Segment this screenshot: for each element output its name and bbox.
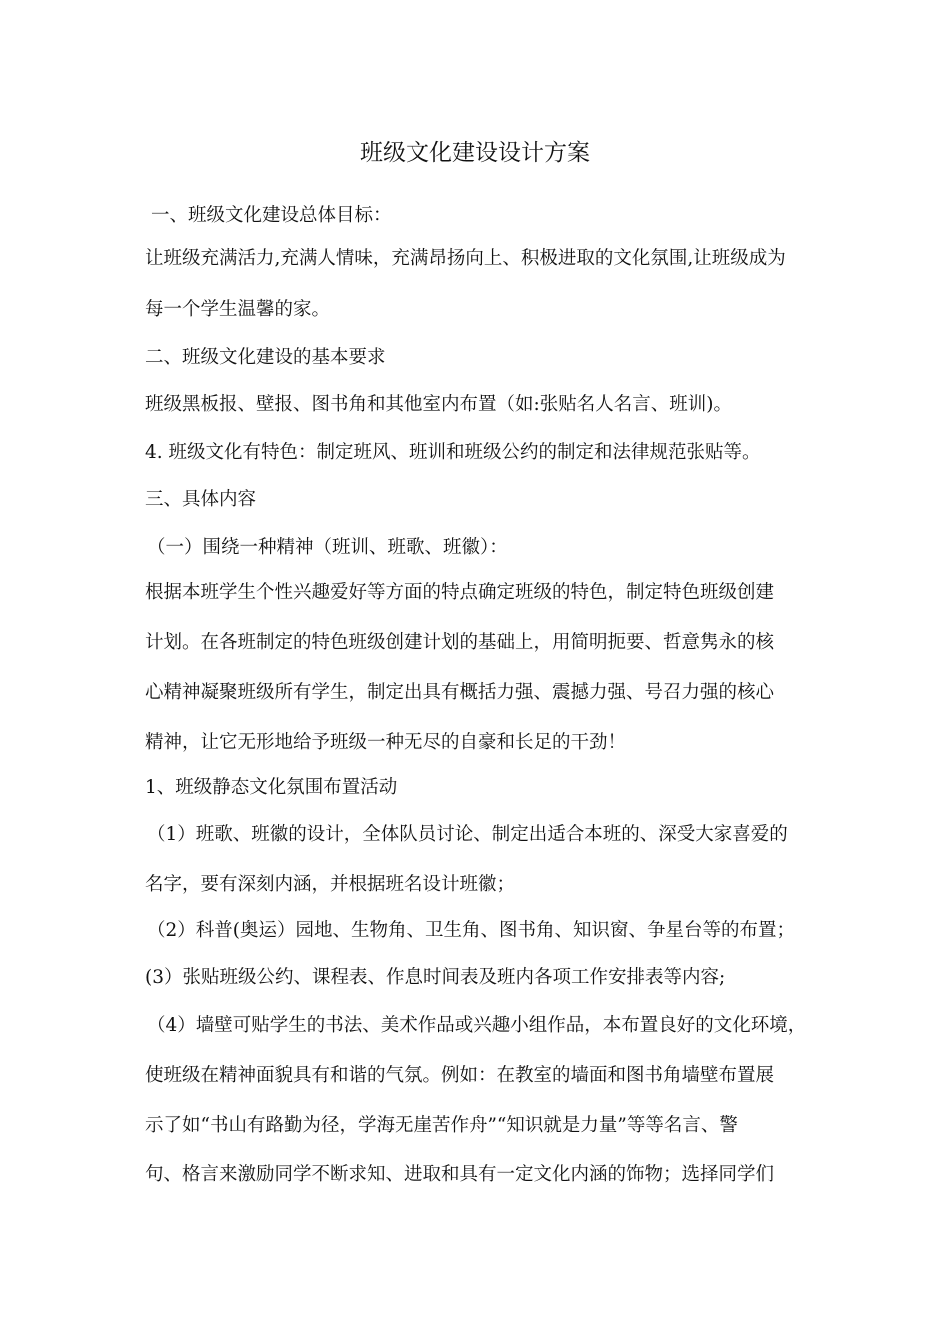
- section-heading-2: 二、班级文化建设的基本要求: [145, 347, 386, 368]
- paragraph-line: （1）班歌、班徽的设计，全体队员讨论、制定出适合本班的、深受大家喜爱的: [147, 824, 788, 845]
- subsection-heading: 1、班级静态文化氛围布置活动: [145, 777, 398, 798]
- paragraph-line: 示了如“书山有路勤为径，学海无崖苦作舟”“知识就是力量”等等名言、警: [145, 1115, 738, 1136]
- subsection-heading: （一）围绕一种精神（班训、班歌、班徽）：: [147, 537, 508, 558]
- paragraph-line: 使班级在精神面貌具有和谐的气氛。例如：在教室的墙面和图书角墙壁布置展: [145, 1065, 775, 1086]
- paragraph-line: 计划。在各班制定的特色班级创建计划的基础上，用简明扼要、哲意隽永的核: [145, 632, 775, 653]
- paragraph-line: 根据本班学生个性兴趣爱好等方面的特点确定班级的特色，制定特色班级创建: [145, 582, 775, 603]
- paragraph-line: 句、格言来激励同学不断求知、进取和具有一定文化内涵的饰物；选择同学们: [145, 1164, 775, 1185]
- section-heading-1: 一、班级文化建设总体目标：: [151, 205, 392, 226]
- paragraph-line: 每一个学生温馨的家。: [145, 299, 331, 320]
- paragraph-line: 班级黑板报、壁报、图书角和其他室内布置（如:张贴名人名言、班训)。: [145, 394, 732, 415]
- paragraph-line: （4）墙壁可贴学生的书法、美术作品或兴趣小组作品，本布置良好的文化环境，: [147, 1015, 807, 1036]
- paragraph-line: 名字，要有深刻内涵，并根据班名设计班徽；: [145, 874, 516, 895]
- paragraph-line: (3）张贴班级公约、课程表、作息时间表及班内各项工作安排表等内容;: [145, 967, 726, 988]
- document-title: 班级文化建设设计方案: [360, 140, 590, 166]
- paragraph-line: 让班级充满活力,充满人情味，充满昂扬向上、积极进取的文化氛围,让班级成为: [145, 248, 786, 269]
- paragraph-line: 4. 班级文化有特色：制定班风、班训和班级公约的制定和法律规范张贴等。: [145, 442, 761, 463]
- section-heading-3: 三、具体内容: [145, 489, 257, 510]
- paragraph-line: 精神，让它无形地给予班级一种无尽的自豪和长足的干劲！: [145, 732, 627, 753]
- paragraph-line: 心精神凝聚班级所有学生，制定出具有概括力强、震撼力强、号召力强的核心: [145, 682, 775, 703]
- paragraph-line: （2）科普(奥运）园地、生物角、卫生角、图书角、知识窗、争星台等的布置；: [147, 920, 795, 941]
